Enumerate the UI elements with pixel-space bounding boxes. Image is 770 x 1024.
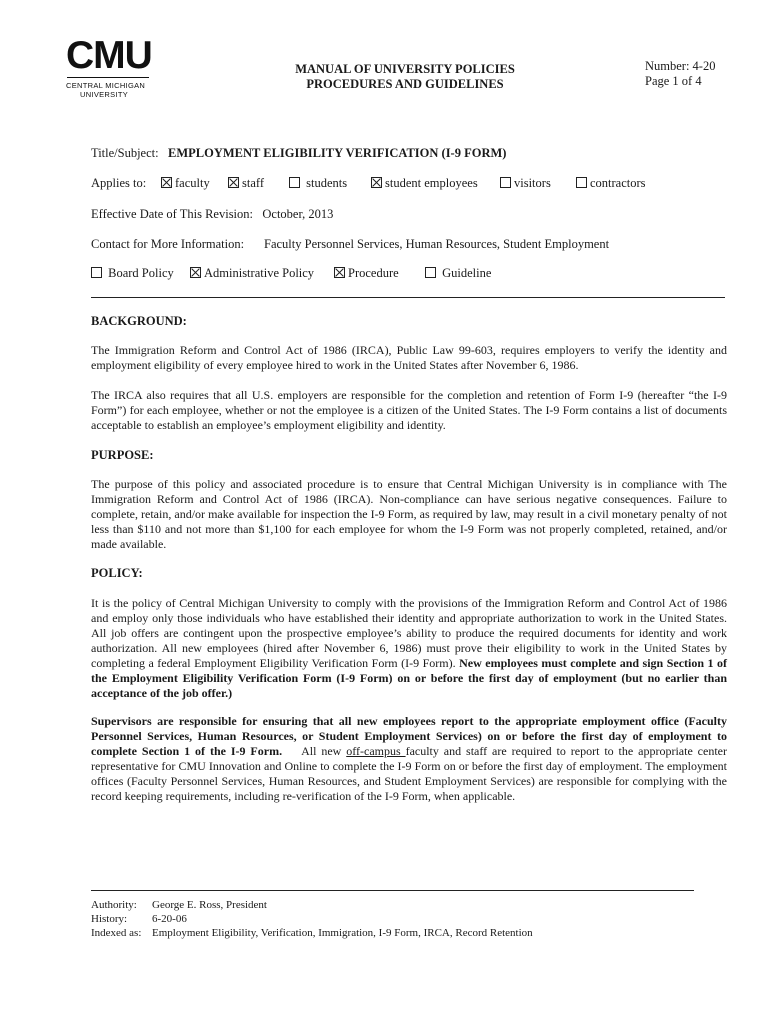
indexed-row: [91, 926, 533, 940]
authority-label: Authority:: [91, 899, 137, 911]
logo-subtitle: [66, 81, 156, 99]
applies-student-employees-label: student employees: [385, 176, 478, 190]
doctype-administrative-policy[interactable]: [190, 266, 314, 281]
title-subject-value: EMPLOYMENT ELIGIBILITY VERIFICATION (I-9 FORM): [167, 146, 507, 160]
cmu-logo: CMU: [66, 34, 152, 77]
checkbox-checked-icon[interactable]: [228, 177, 239, 188]
doctype-board-policy[interactable]: [91, 266, 174, 281]
policy-paragraph-2-bold: Supervisors are responsible for ensuring that all new employees report to the appropriate employment office (Faculty Personnel Services, Human Resources, or Student Employment Services) on or before the first day of employment to complete Section 1 of the I-9 Form.: [91, 714, 727, 758]
checkbox-empty-icon[interactable]: [576, 177, 587, 188]
manual-title-line-1: MANUAL OF UNIVERSITY POLICIES: [295, 62, 515, 76]
checkbox-empty-icon[interactable]: [91, 267, 102, 278]
applies-visitors[interactable]: [500, 176, 551, 191]
doctype-procedure[interactable]: [334, 266, 399, 281]
applies-contractors[interactable]: [576, 176, 646, 191]
history-label: History:: [91, 913, 128, 925]
policy-paragraph-2-pre: All new: [282, 744, 347, 758]
background-paragraph-1: The Immigration Reform and Control Act of 1986 (IRCA), Public Law 99-603, requires employers to verify the identity and employment eligibility of every employee hired to work in the United States after November 6, 1986.: [91, 343, 727, 372]
footer-meta: [91, 898, 533, 940]
page-indicator: Page 1 of 4: [645, 74, 702, 88]
applies-faculty[interactable]: [161, 176, 210, 191]
policy-paragraph-2-text: faculty and staff are required to report to the appropriate center representative for CMU Innovation and Online to complete the I-9 Form on or before the first day of employment. The employment offices (Faculty Personnel Services, Human Resources, and Student Employment Services) are responsible for complying with the record keeping requirements, including re-verification of the I-9 Form, when applicable.: [91, 744, 727, 803]
history-value: 6-20-06: [152, 913, 187, 925]
authority-row: [91, 898, 533, 912]
policy-paragraph-1-text: It is the policy of Central Michigan University to comply with the provisions of the Immigration Reform and Control Act of 1986 and employ only those individuals who have established their identity and appropriate authorization to work in the United States. All job offers are contingent upon the prospective employee’s ability to produce the required documents for identity and work authorization. All new employees (hired after November 6, 1986) must prove their eligibility to work in the United States by completing a federal Employment Eligibility Verification Form (I-9 Form).: [91, 596, 727, 670]
applies-faculty-label: faculty: [175, 176, 210, 190]
authority-value: George E. Ross, President: [152, 899, 267, 911]
logo-divider: [67, 77, 149, 78]
applies-to-label: Applies to:: [91, 176, 147, 190]
policy-heading: POLICY:: [91, 566, 143, 580]
policy-number-block: [645, 59, 715, 89]
applies-students[interactable]: [289, 176, 347, 191]
title-subject-label: Title/Subject:: [91, 146, 159, 160]
purpose-paragraph: The purpose of this policy and associated procedure is to ensure that Central Michigan University is in compliance with The Immigration Reform and Control Act of 1986 (IRCA). Non-compliance can have serious negative consequences. Failure to complete, retain, and/or make available for inspection the I-9 Form, as required by law, may result in a civil monetary penalty of not less than $110 and not more than $1,100 for each employee for whom the I-9 Form was not properly completed, retained, and/or made available.: [91, 477, 727, 551]
footer-divider: [91, 890, 694, 891]
applies-visitors-label: visitors: [514, 176, 551, 190]
checkbox-empty-icon[interactable]: [500, 177, 511, 188]
effective-date-value: October, 2013: [262, 207, 334, 221]
policy-paragraph-1: [91, 596, 727, 701]
logo-line-2: UNIVERSITY: [80, 90, 129, 99]
checkbox-empty-icon[interactable]: [425, 267, 436, 278]
policy-number: Number: 4-20: [645, 59, 716, 73]
doctype-administrative-policy-label: Administrative Policy: [204, 266, 315, 280]
checkbox-empty-icon[interactable]: [289, 177, 300, 188]
background-heading: BACKGROUND:: [91, 314, 187, 328]
purpose-heading: PURPOSE:: [91, 448, 154, 462]
indexed-label: Indexed as:: [91, 927, 142, 939]
policy-paragraph-1-bold: New employees must complete and sign Section 1 of the Employment Eligibility Verification Form (I-9 Form) on or before the first day of employment (but no earlier than acceptance of the job offer.): [91, 656, 727, 700]
checkbox-checked-icon[interactable]: [334, 267, 345, 278]
doctype-board-policy-label: Board Policy: [108, 266, 174, 280]
checkbox-checked-icon[interactable]: [371, 177, 382, 188]
title-subject-row: [91, 146, 506, 161]
manual-title: [270, 62, 540, 92]
logo-line-1: CENTRAL MICHIGAN: [66, 81, 146, 90]
background-paragraph-2: The IRCA also requires that all U.S. employers are responsible for the completion and retention of Form I-9 (hereafter “the I-9 Form”) for each employee, whether or not the employee is a citizen of the United States. The I-9 Form contains a list of documents acceptable to establish an employee’s employment eligibility and identity.: [91, 388, 727, 432]
applies-contractors-label: contractors: [590, 176, 646, 190]
doctype-procedure-label: Procedure: [348, 266, 399, 280]
applies-student-employees[interactable]: [371, 176, 478, 191]
applies-staff-label: staff: [242, 176, 264, 190]
applies-students-label: students: [306, 176, 348, 190]
applies-staff[interactable]: [228, 176, 264, 191]
policy-paragraph-2: [91, 714, 727, 804]
checkbox-checked-icon[interactable]: [161, 177, 172, 188]
effective-date-label: Effective Date of This Revision:: [91, 207, 253, 221]
doctype-guideline[interactable]: [425, 266, 491, 281]
effective-date-row: [91, 207, 333, 222]
header-divider: [91, 297, 725, 298]
contact-value: Faculty Personnel Services, Human Resources, Student Employment: [264, 237, 610, 251]
contact-label: Contact for More Information:: [91, 237, 245, 251]
indexed-value: Employment Eligibility, Verification, Immigration, I-9 Form, IRCA, Record Retention: [152, 927, 533, 939]
doctype-guideline-label: Guideline: [442, 266, 492, 280]
manual-title-line-2: PROCEDURES AND GUIDELINES: [306, 77, 504, 91]
history-row: [91, 912, 533, 926]
off-campus-term: off-campus: [346, 744, 406, 758]
checkbox-checked-icon[interactable]: [190, 267, 201, 278]
